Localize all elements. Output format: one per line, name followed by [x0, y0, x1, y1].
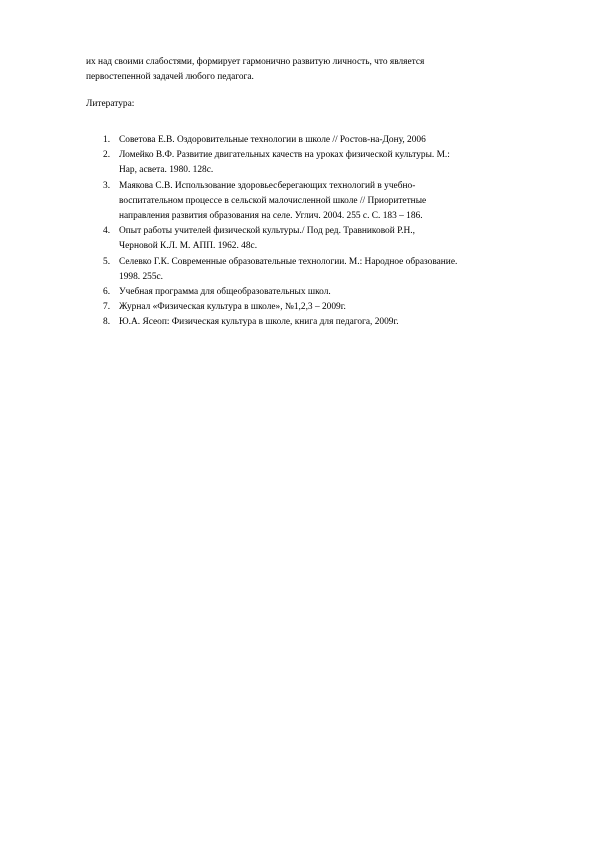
reference-number: 8. — [103, 317, 111, 328]
reference-list — [103, 133, 533, 331]
reference-line: Опыт работы учителей физической культуры./ Под ред. Травниковой Р.Н., — [119, 226, 415, 237]
reference-number: 1. — [103, 135, 111, 145]
reference-item — [103, 224, 533, 254]
reference-number: 7. — [103, 302, 111, 313]
reference-number: 6. — [103, 287, 111, 298]
intro-paragraph — [86, 55, 526, 85]
reference-number: 5. — [103, 256, 111, 267]
reference-item — [103, 300, 533, 315]
reference-item — [103, 285, 533, 300]
reference-number: 2. — [103, 150, 111, 161]
intro-line: их над своими слабостями, формирует гармонично развитую личность, что является — [86, 57, 425, 67]
reference-line: Нар, асвета. 1980. 128с. — [119, 165, 214, 176]
reference-line: Журнал «Физическая культура в школе», №1,2,3 – 2009г. — [119, 302, 346, 313]
reference-line: воспитательном процессе в сельской малочисленной школе // Приоритетные — [119, 195, 427, 206]
reference-number: 4. — [103, 226, 111, 237]
reference-line: Селевко Г.К. Современные образовательные технологии. М.: Народное образование. — [119, 256, 458, 267]
reference-item — [103, 148, 533, 178]
reference-line: Учебная программа для общеобразовательных школ. — [119, 287, 331, 298]
reference-number: 3. — [103, 180, 111, 191]
reference-item — [103, 255, 533, 285]
reference-line: Маякова С.В. Использование здоровьесберегающих технологий в учебно- — [119, 180, 416, 191]
reference-line: направления развития образования на селе. Углич. 2004. 255 с. С. 183 – 186. — [119, 211, 423, 222]
reference-item — [103, 315, 533, 330]
reference-line: Ломейко В.Ф. Развитие двигательных качеств на уроках физической культуры. М.: — [119, 150, 450, 161]
reference-line: Ю.А. Ясеоп: Физическая культура в школе, книга для педагога, 2009г. — [119, 317, 399, 328]
intro-line: первостепенной задачей любого педагога. — [86, 72, 254, 83]
reference-line: Советова Е.В. Оздоровительные технологии в школе // Ростов-на-Дону, 2006 — [119, 135, 426, 145]
reference-item — [103, 133, 533, 148]
reference-line: 1998. 255с. — [119, 271, 164, 282]
literature-heading: Литература: — [86, 99, 135, 109]
reference-item — [103, 179, 533, 225]
reference-line: Черновой К.Л. М. АПП. 1962. 48с. — [119, 241, 258, 252]
